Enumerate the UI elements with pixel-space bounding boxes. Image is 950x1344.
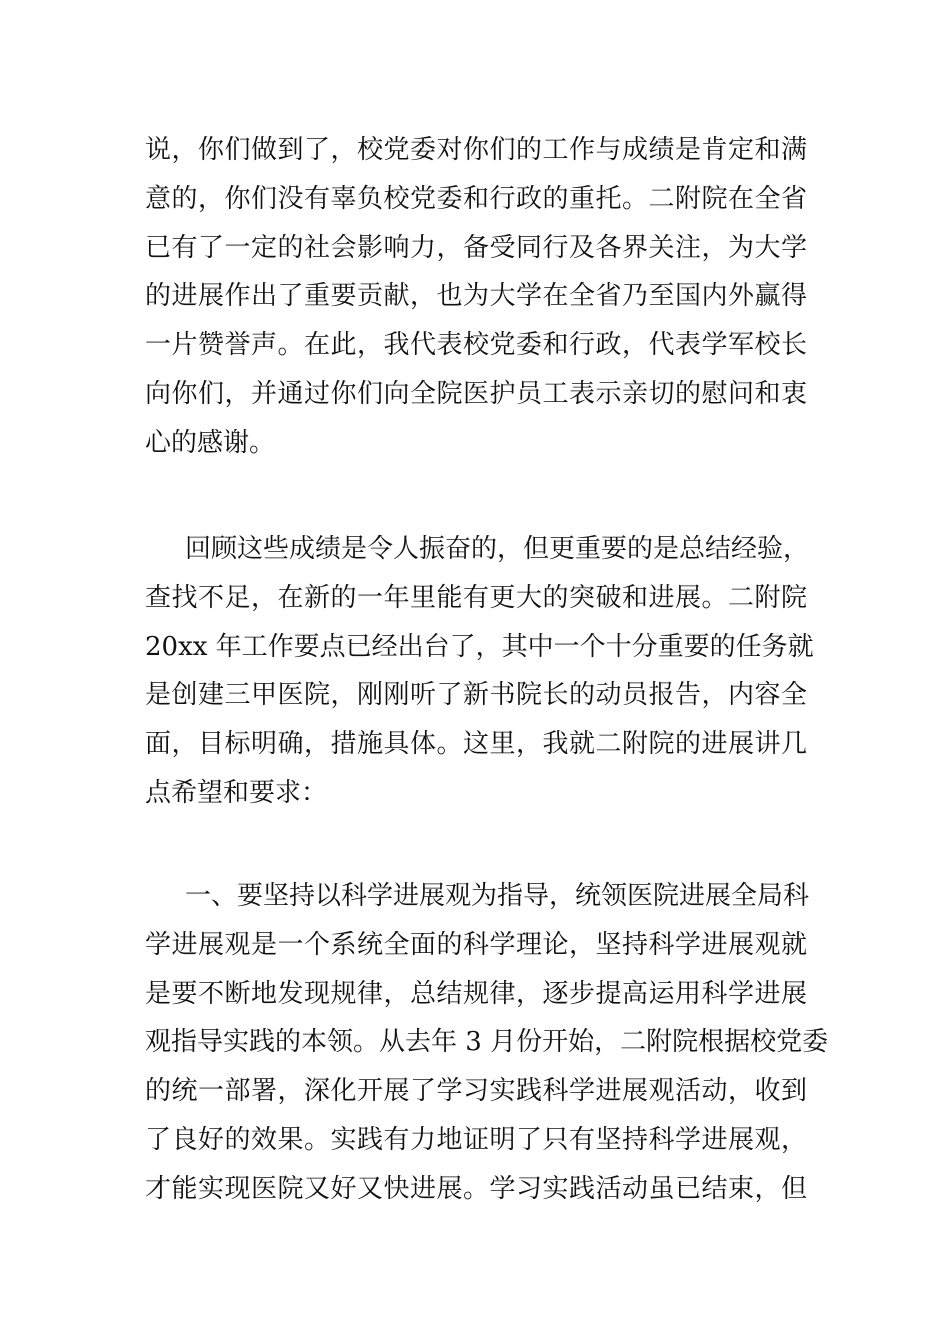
- paragraph-line: 查找不足，在新的一年里能有更大的突破和进展。二附院: [145, 582, 807, 613]
- paragraph-2: [145, 525, 814, 818]
- paragraph-line: 回顾这些成绩是令人振奋的，但更重要的是总结经验，: [185, 534, 810, 564]
- paragraph-line: 面，目标明确，措施具体。这里，我就二附院的进展讲几: [145, 729, 807, 760]
- paragraph-line: 才能实现医院又好又快进展。学习实践活动虽已结束，但: [145, 1173, 807, 1204]
- paragraph-line: 一、要坚持以科学进展观为指导，统领医院进展全局科: [185, 881, 810, 911]
- paragraph-line: 20xx 年工作要点已经出台了，其中一个十分重要的任务就: [145, 631, 814, 662]
- paragraph-line: 点希望和要求：: [145, 777, 328, 808]
- paragraph-line: 意的，你们没有辜负校党委和行政的重托。二附院在全省: [145, 183, 807, 214]
- paragraph-line: 观指导实践的本领。从去年 3 月份开始，二附院根据校党委: [145, 1027, 829, 1058]
- paragraph-line: 了良好的效果。实践有力地证明了只有坚持科学进展观，: [145, 1124, 807, 1155]
- paragraph-1: [145, 126, 807, 468]
- paragraph-line: 一片赞誉声。在此，我代表校党委和行政，代表学军校长: [145, 330, 807, 361]
- paragraph-line: 向你们，并通过你们向全院医护员工表示亲切的慰问和衷: [145, 378, 807, 409]
- paragraph-line: 是要不断地发现规律，总结规律，逐步提高运用科学进展: [145, 978, 807, 1009]
- paragraph-line: 学进展观是一个系统全面的科学理论，坚持科学进展观就: [145, 929, 807, 960]
- paragraph-3: [145, 872, 829, 1214]
- paragraph-line: 的统一部署，深化开展了学习实践科学进展观活动，收到: [145, 1076, 807, 1107]
- paragraph-line: 的进展作出了重要贡献，也为大学在全省乃至国内外赢得: [145, 281, 807, 312]
- paragraph-line: 是创建三甲医院，刚刚听了新书院长的动员报告，内容全: [145, 680, 807, 711]
- paragraph-line: 已有了一定的社会影响力，备受同行及各界关注，为大学: [145, 232, 807, 263]
- paragraph-line: 说，你们做到了，校党委对你们的工作与成绩是肯定和满: [145, 135, 807, 165]
- paragraph-line: 心的感谢。: [145, 427, 276, 458]
